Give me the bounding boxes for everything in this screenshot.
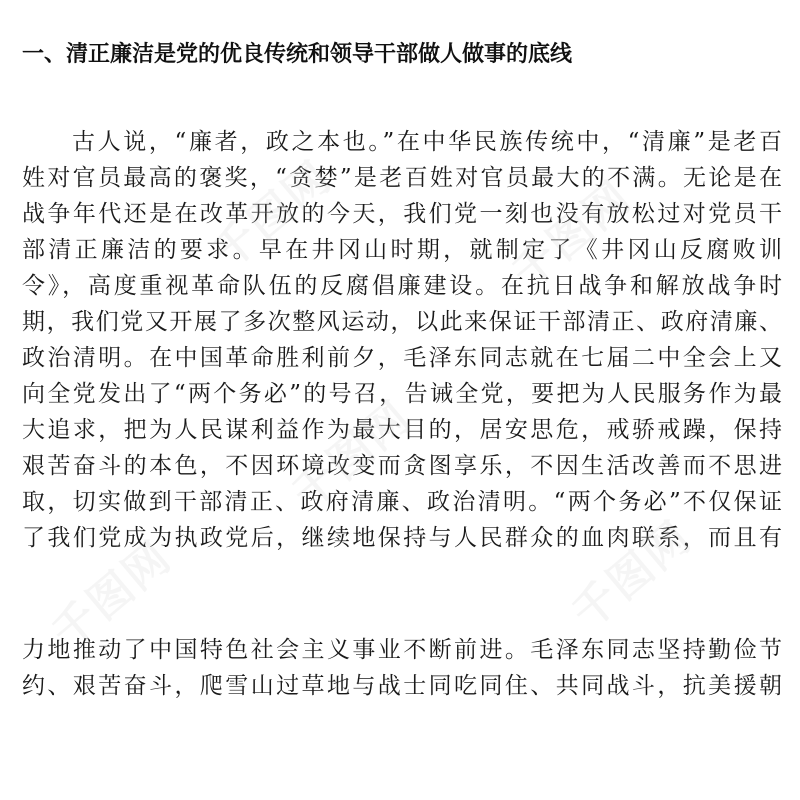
paragraph-line: 艰苦奋斗的本色，不因环境改变而贪图享乐，不因生活改善而不思进 <box>22 453 782 479</box>
watermark: 千图网 <box>502 171 642 300</box>
paragraph-line: 战争年代还是在改革开放的今天，我们党一刻也没有放松过对党员干 <box>22 201 782 227</box>
paragraph-line: 令》，高度重视革命队伍的反腐倡廉建设。在抗日战争和解放战争时 <box>22 273 782 299</box>
paragraph-line: 部清正廉洁的要求。早在井冈山时期，就制定了《井冈山反腐败训 <box>22 237 782 263</box>
paragraph-line: 向全党发出了“两个务必”的号召，告诫全党，要把为人民服务作为最 <box>22 381 782 407</box>
watermark: 千图网 <box>42 531 182 660</box>
paragraph-line: 了我们党成为执政党后，继续地保持与人民群众的血肉联系，而且有 <box>22 525 782 551</box>
watermark: 千图网 <box>562 511 702 640</box>
paragraph-line: 取，切实做到干部清正、政府清廉、政治清明。“两个务必”不仅保证 <box>22 489 782 515</box>
watermark: 千图网 <box>202 151 342 280</box>
paragraph-line: 力地推动了中国特色社会主义事业不断前进。毛泽东同志坚持勤俭节 <box>22 637 782 663</box>
watermark: 千图网 <box>282 391 422 520</box>
section-heading: 一、清正廉洁是党的优良传统和领导干部做人做事的底线 <box>22 42 573 67</box>
paragraph-line: 期，我们党又开展了多次整风运动，以此来保证干部清正、政府清廉、 <box>22 309 782 335</box>
paragraph-line: 政治清明。在中国革命胜利前夕，毛泽东同志就在七届二中全会上又 <box>22 345 782 371</box>
paragraph-line: 大追求，把为人民谋利益作为最大目的，居安思危，戒骄戒躁，保持 <box>22 417 782 443</box>
paragraph-line: 约、艰苦奋斗，爬雪山过草地与战士同吃同住、共同战斗，抗美援朝 <box>22 673 782 699</box>
paragraph-line: 古人说，“廉者，政之本也。”在中华民族传统中，“清廉”是老百 <box>72 129 782 155</box>
paragraph-line: 姓对官员最高的褒奖，“贪婪”是老百姓对官员最大的不满。无论是在 <box>22 165 782 191</box>
